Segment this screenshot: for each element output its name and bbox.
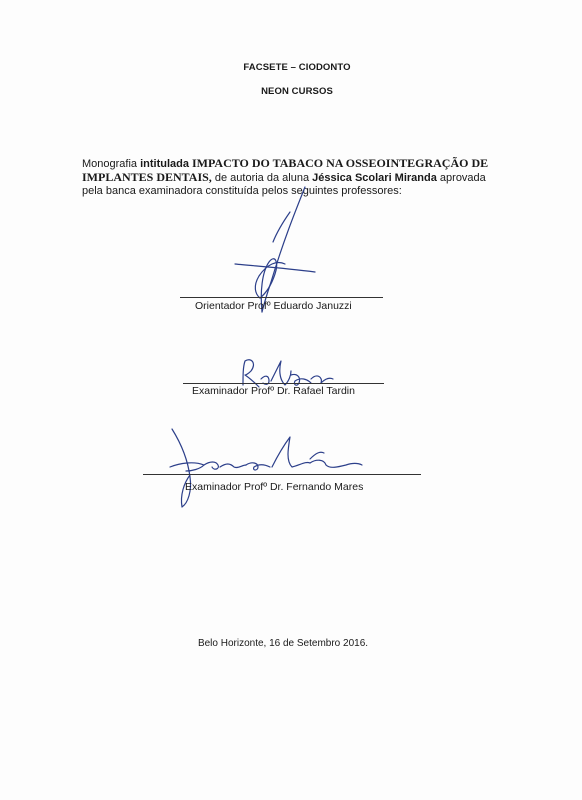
place-date: Belo Horizonte, 16 de Setembro 2016. xyxy=(197,638,369,649)
signature-line-orientador xyxy=(180,297,383,298)
course-heading: NEON CURSOS xyxy=(261,86,333,97)
signature-label-orientador: Orientador Profº Eduardo Januzzi xyxy=(195,300,352,312)
author-intro: de autoria da aluna xyxy=(211,172,313,184)
monograph-title: IMPACTO DO TABACO NA OSSEOINTEGRAÇÃO DE IMPLANTES DENTAIS, xyxy=(82,156,489,184)
institution-heading: FACSETE – CIODONTO xyxy=(243,62,351,73)
signature-label-fernando: Examinador Profº Dr. Fernando Mares xyxy=(185,481,364,493)
signature-label-rafael: Examinador Profº Dr. Rafael Tardin xyxy=(192,385,355,397)
approval-intitulada: intitulada xyxy=(140,158,189,170)
signature-line-rafael xyxy=(183,383,384,384)
approval-closing: aprovada pela banca examinadora constituída pelos seguintes professores: xyxy=(82,172,486,197)
signature-line-fernando xyxy=(143,474,421,475)
approval-lead: Monografia xyxy=(82,158,141,170)
signature-examinador-fernando xyxy=(160,425,370,510)
author-name: Jéssica Scolari Miranda xyxy=(312,172,437,184)
